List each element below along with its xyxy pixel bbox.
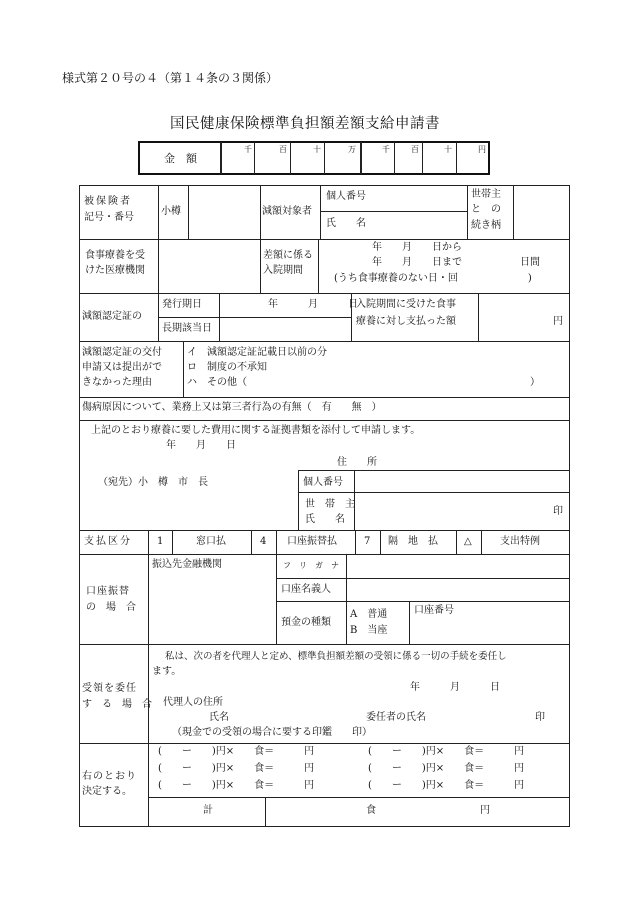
delegate-date: 年 月 日 xyxy=(410,682,500,693)
decision-calc-line: ( ー )円× 食＝ 円 xyxy=(158,780,315,791)
long-term-label: 長期該当日 xyxy=(162,323,212,334)
delegator-seal: 印 xyxy=(535,712,545,723)
bank-field[interactable] xyxy=(150,572,274,642)
form-number: 様式第２０号の４（第１４条の３関係） xyxy=(62,71,279,85)
personal-number-label: 個人番号 xyxy=(326,191,366,202)
decision-calc-line: ( ー )円× 食＝ 円 xyxy=(158,763,315,774)
paid-amount-field[interactable] xyxy=(480,295,550,339)
delegate-statement: 私は、次の者を代理人と定め、標準負担額差額の受領に係る一切の手続を委任し xyxy=(165,651,507,662)
decision-total-label: 計 xyxy=(203,805,213,816)
payment-option-window[interactable]: 窓口払 xyxy=(196,536,226,547)
amount-unit: 百 xyxy=(411,145,419,154)
relation-field[interactable] xyxy=(515,188,567,236)
deposit-type-ordinary[interactable]: A 普通 xyxy=(350,609,388,620)
payment-label: 支払区分 xyxy=(84,536,132,547)
agent-name-label: 氏名 xyxy=(209,712,229,723)
amount-unit: 十 xyxy=(444,145,452,154)
long-term-field[interactable] xyxy=(221,319,349,339)
reason-option-close: ） xyxy=(530,377,540,388)
amount-unit: 円 xyxy=(478,145,486,154)
injury-cause: 傷病原因について、業務上又は第三者行為の有無（ 有 無 ） xyxy=(82,402,382,413)
period-days: 日間 xyxy=(520,257,540,268)
delegator-name-label: 委任者の氏名 xyxy=(366,712,426,723)
reason-option[interactable]: ハ その他（ xyxy=(187,377,247,388)
account-section-label: 口座振替 xyxy=(86,586,130,597)
relation-label: と の xyxy=(471,204,501,215)
reason-label: 減額認定証の交付 xyxy=(82,347,162,358)
amount-unit: 十 xyxy=(313,145,321,154)
issue-date-label: 発行期日 xyxy=(162,299,202,310)
paid-amount-yen: 円 xyxy=(553,316,563,327)
furigana-label: フ リ ガ ナ xyxy=(283,561,339,570)
reason-label: きなかった理由 xyxy=(82,377,152,388)
applicant-name-field[interactable] xyxy=(356,494,546,528)
certificate-label: 減額認定証の xyxy=(82,311,142,322)
amount-unit: 百 xyxy=(279,145,287,154)
relation-label: 続き柄 xyxy=(471,220,501,231)
delegate-section-label: 受領を委任 xyxy=(82,683,137,694)
address-label: 住 所 xyxy=(337,457,377,468)
decision-calc-line: ( ー )円× 食＝ 円 xyxy=(368,746,525,757)
reduce-target-label: 減額対象者 xyxy=(262,206,312,217)
insured-label: 記号・番号 xyxy=(84,212,134,223)
applicant-personal-no-label: 個人番号 xyxy=(303,477,343,488)
period-no-meal: (うち食事療養のない日・回 ) xyxy=(334,273,532,284)
account-section-label: の 場 合 xyxy=(86,602,136,613)
payment-option-special[interactable]: 支出特例 xyxy=(500,536,540,547)
decision-total-yen: 円 xyxy=(480,805,490,816)
apply-date: 年 月 日 xyxy=(166,440,236,451)
addressee: （宛先）小 樽 市 長 xyxy=(98,477,208,488)
reason-option[interactable]: イ 減額認定証記載日以前の分 xyxy=(187,347,327,358)
payment-option-number: 7 xyxy=(364,536,371,547)
payment-option-number: 4 xyxy=(260,536,267,547)
delegate-statement: ます。 xyxy=(152,666,182,677)
applicant-name-label: 世 帯 主 xyxy=(305,499,355,510)
paid-amount-label: 療養に対し支払った額 xyxy=(356,316,456,327)
decision-label: 決定する。 xyxy=(82,786,132,797)
name-label: 氏 名 xyxy=(326,218,366,229)
reason-label: 申請又は提出がで xyxy=(82,362,162,373)
amount-label: 金 額 xyxy=(164,152,197,165)
bank-label: 振込先金融機関 xyxy=(152,559,222,570)
name-field[interactable] xyxy=(322,213,464,237)
applicant-name-label: 氏 名 xyxy=(305,514,345,525)
agent-address-label: 代理人の住所 xyxy=(163,697,223,708)
account-holder-field[interactable] xyxy=(348,580,568,599)
insured-value: 小樽 xyxy=(161,206,181,217)
page-title: 国民健康保険標準負担額差額支給申請書 xyxy=(170,116,440,132)
furigana-field[interactable] xyxy=(348,556,568,576)
amount-unit: 千 xyxy=(244,145,252,154)
applicant-personal-no-field[interactable] xyxy=(356,472,568,490)
insured-label: 被保険者 xyxy=(84,196,132,207)
deposit-type-label: 預金の種類 xyxy=(281,617,331,628)
account-number-label: 口座番号 xyxy=(414,605,454,616)
paid-amount-label: 入院期間に受けた食事 xyxy=(356,299,456,310)
deposit-type-current[interactable]: B 当座 xyxy=(350,625,388,636)
period-label: 差額に係る xyxy=(263,250,313,261)
payment-option-transfer[interactable]: 口座振替払 xyxy=(287,536,337,547)
period-from: 年 月 日から xyxy=(372,242,462,253)
payment-option-number: 1 xyxy=(157,536,164,547)
amount-unit: 千 xyxy=(382,145,390,154)
delegate-section-label: す る 場 合 xyxy=(82,699,152,710)
issue-date-value: 年 月 日 xyxy=(268,299,358,310)
institution-field[interactable] xyxy=(160,241,258,291)
account-holder-label: 口座名義人 xyxy=(281,584,331,595)
decision-total-meal: 食 xyxy=(366,805,376,816)
payment-option-remote[interactable]: 隔 地 払 xyxy=(388,536,438,547)
period-to: 年 月 日まで xyxy=(372,257,462,268)
applicant-seal: 印 xyxy=(553,506,563,517)
decision-calc-line: ( ー )円× 食＝ 円 xyxy=(368,780,525,791)
apply-statement: 上記のとおり療養に要した費用に関する証拠書類を添付して申請します。 xyxy=(91,425,421,436)
decision-calc-line: ( ー )円× 食＝ 円 xyxy=(158,746,315,757)
decision-label: 右のとおり xyxy=(82,771,137,782)
relation-label: 世帯主 xyxy=(471,189,501,200)
cash-seal-note: （現金での受領の場合に要する印鑑 印） xyxy=(172,727,372,738)
decision-calc-line: ( ー )円× 食＝ 円 xyxy=(368,763,525,774)
amount-unit: 万 xyxy=(348,145,356,154)
triangle-icon: △ xyxy=(464,536,472,547)
personal-number-field[interactable] xyxy=(322,188,464,208)
account-number-field[interactable] xyxy=(411,620,568,642)
reason-option[interactable]: ロ 制度の不承知 xyxy=(187,362,267,373)
period-label: 入院期間 xyxy=(263,265,303,276)
institution-label: 食事療養を受 xyxy=(85,250,145,261)
institution-label: けた医療機関 xyxy=(85,265,145,276)
